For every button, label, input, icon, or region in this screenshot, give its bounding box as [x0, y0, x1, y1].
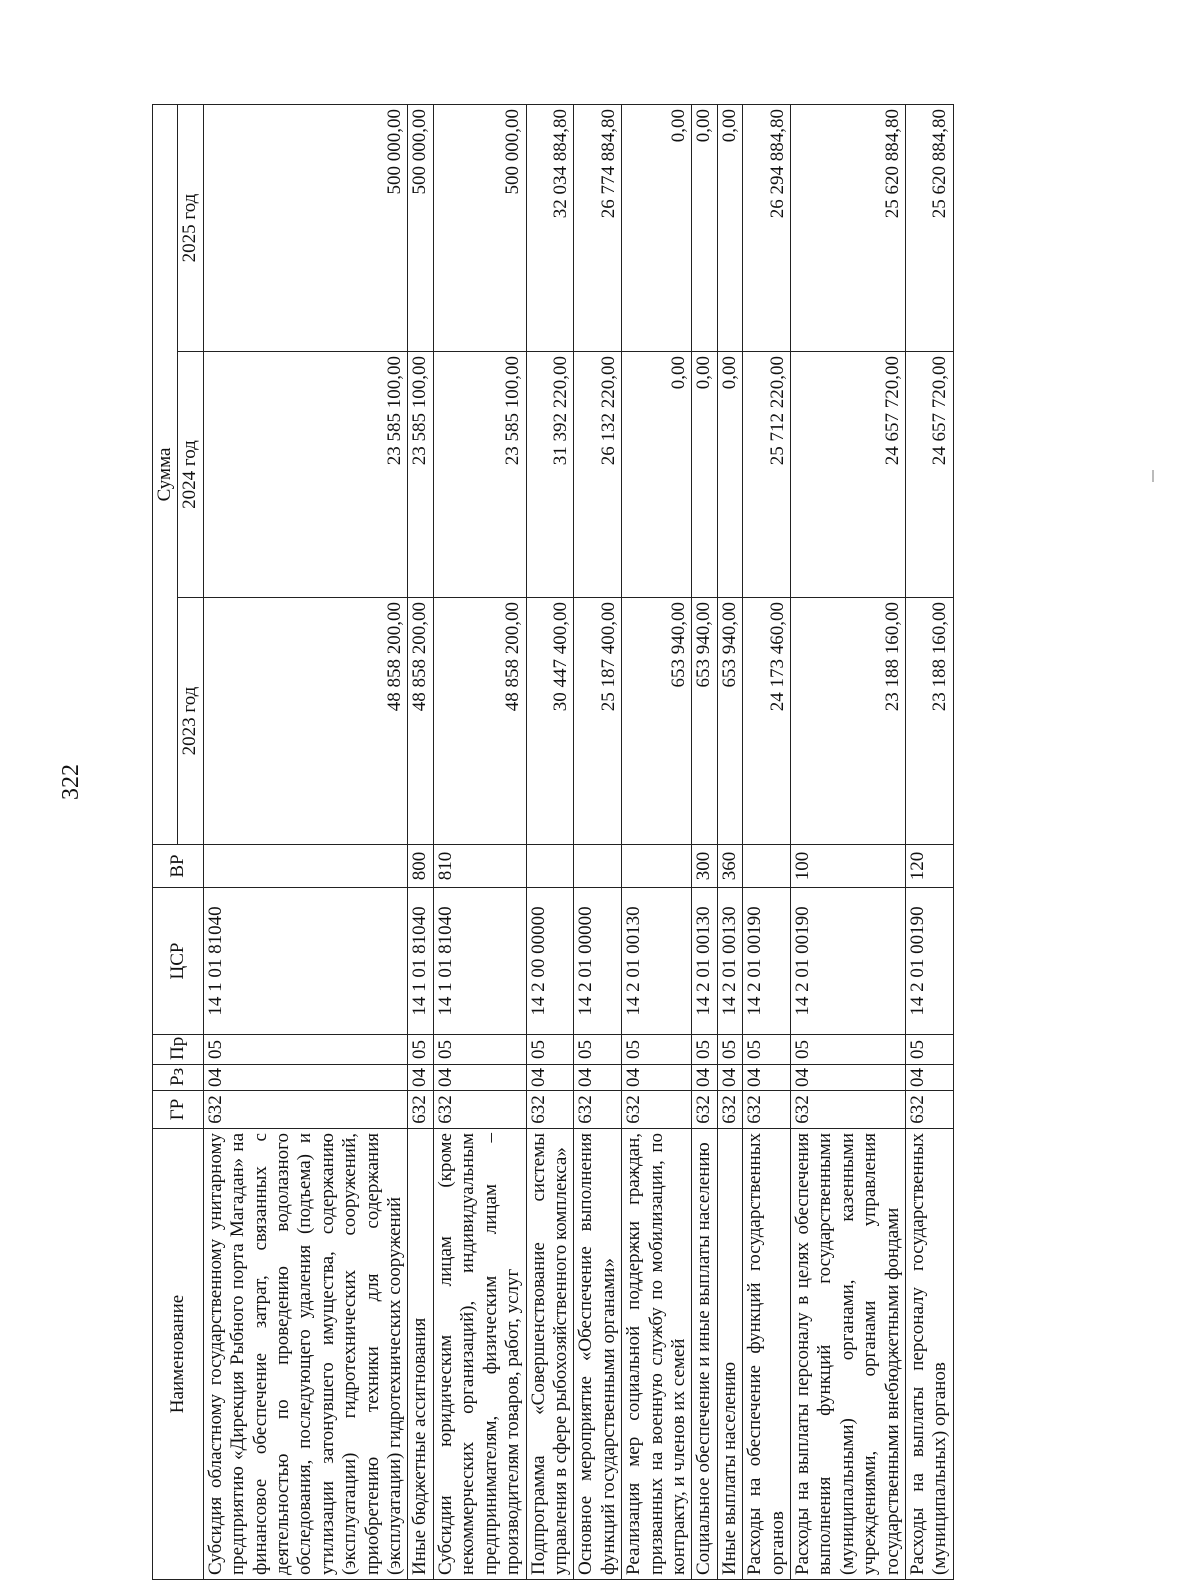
row-value-2023: 653 940,00 — [692, 598, 717, 845]
row-value-2024: 23 585 100,00 — [203, 352, 408, 598]
row-csr: 14 2 01 00130 — [692, 888, 717, 1035]
row-name: Реализация мер социальной поддержки граждан, призванных на военную службу по мобилизации, по контракту, и членов их семей — [622, 1129, 692, 1580]
header-year-2023: 2023 год — [178, 598, 203, 845]
row-value-2024: 24 657 720,00 — [790, 352, 905, 598]
row-csr: 14 2 01 00000 — [574, 888, 622, 1035]
row-pr: 05 — [717, 1035, 742, 1065]
row-name: Иные бюджетные ассигнования — [408, 1129, 433, 1580]
row-gr: 632 — [574, 1091, 622, 1129]
row-pr: 05 — [906, 1035, 954, 1065]
row-value-2023: 24 173 460,00 — [743, 598, 791, 845]
row-value-2025: 500 000,00 — [408, 105, 433, 352]
row-value-2025: 500 000,00 — [203, 105, 408, 352]
row-vr: 360 — [717, 845, 742, 888]
table-row — [622, 105, 692, 1580]
row-rz: 04 — [203, 1065, 408, 1091]
table-body — [203, 105, 953, 1580]
header-year-2025: 2025 год — [178, 105, 203, 352]
row-csr: 14 2 01 00130 — [717, 888, 742, 1035]
row-name: Основное мероприятие «Обеспечение выполнения функций государственными органами» — [574, 1129, 622, 1580]
row-rz: 04 — [433, 1065, 526, 1091]
row-vr — [526, 845, 574, 888]
row-pr: 05 — [622, 1035, 692, 1065]
row-value-2023: 653 940,00 — [717, 598, 742, 845]
row-vr: 800 — [408, 845, 433, 888]
table-row — [433, 105, 526, 1580]
row-value-2024: 25 712 220,00 — [743, 352, 791, 598]
header-gr: ГР — [153, 1091, 204, 1129]
header-name: Наименование — [153, 1129, 204, 1580]
row-pr: 05 — [203, 1035, 408, 1065]
row-gr: 632 — [717, 1091, 742, 1129]
row-value-2024: 0,00 — [692, 352, 717, 598]
header-sum: Сумма — [153, 105, 178, 845]
row-vr: 810 — [433, 845, 526, 888]
row-rz: 04 — [906, 1065, 954, 1091]
scan-mark — [1152, 470, 1154, 482]
row-rz: 04 — [622, 1065, 692, 1091]
row-gr: 632 — [906, 1091, 954, 1129]
header-pr: Пр — [153, 1035, 204, 1065]
row-value-2025: 0,00 — [692, 105, 717, 352]
row-name: Субсидии юридическим лицам (кроме некоммерческих организаций), индивидуальным предпринимателям, физическим лицам – производителям товаров, работ, услуг — [433, 1129, 526, 1580]
row-csr: 14 2 01 00130 — [622, 888, 692, 1035]
row-vr — [743, 845, 791, 888]
row-pr: 05 — [408, 1035, 433, 1065]
row-gr: 632 — [743, 1091, 791, 1129]
row-value-2023: 48 858 200,00 — [408, 598, 433, 845]
row-csr: 14 2 01 00190 — [743, 888, 791, 1035]
header-rz: Рз — [153, 1065, 204, 1091]
row-name: Иные выплаты населению — [717, 1129, 742, 1580]
row-gr: 632 — [203, 1091, 408, 1129]
row-vr — [203, 845, 408, 888]
row-csr: 14 1 01 81040 — [203, 888, 408, 1035]
row-rz: 04 — [574, 1065, 622, 1091]
row-value-2024: 26 132 220,00 — [574, 352, 622, 598]
row-rz: 04 — [717, 1065, 742, 1091]
budget-table — [152, 104, 954, 1580]
row-value-2023: 30 447 400,00 — [526, 598, 574, 845]
row-value-2024: 24 657 720,00 — [906, 352, 954, 598]
row-rz: 04 — [408, 1065, 433, 1091]
page-number: 322 — [58, 764, 84, 800]
row-csr: 14 2 00 00000 — [526, 888, 574, 1035]
table-row — [717, 105, 742, 1580]
table-row — [526, 105, 574, 1580]
table-row — [790, 105, 905, 1580]
row-csr: 14 2 01 00190 — [790, 888, 905, 1035]
row-value-2023: 25 187 400,00 — [574, 598, 622, 845]
row-value-2024: 0,00 — [622, 352, 692, 598]
row-name: Подпрограмма «Совершенствование системы управления в сфере рыбохозяйственного комплекса» — [526, 1129, 574, 1580]
row-vr: 120 — [906, 845, 954, 888]
row-vr — [574, 845, 622, 888]
row-value-2025: 0,00 — [717, 105, 742, 352]
row-name: Расходы на обеспечение функций государственных органов — [743, 1129, 791, 1580]
row-gr: 632 — [433, 1091, 526, 1129]
budget-table-container — [152, 105, 1112, 1580]
row-rz: 04 — [743, 1065, 791, 1091]
row-value-2025: 25 620 884,80 — [906, 105, 954, 352]
row-value-2024: 0,00 — [717, 352, 742, 598]
row-value-2025: 25 620 884,80 — [790, 105, 905, 352]
row-rz: 04 — [526, 1065, 574, 1091]
row-value-2023: 653 940,00 — [622, 598, 692, 845]
row-gr: 632 — [526, 1091, 574, 1129]
row-pr: 05 — [526, 1035, 574, 1065]
row-pr: 05 — [574, 1035, 622, 1065]
row-rz: 04 — [692, 1065, 717, 1091]
table-row — [692, 105, 717, 1580]
row-value-2024: 31 392 220,00 — [526, 352, 574, 598]
row-name: Расходы на выплаты персоналу в целях обеспечения выполнения функций государственными (муниципальными) органами, казенными учреждениями, органами управления государственными внебюджетными фондами — [790, 1129, 905, 1580]
row-gr: 632 — [408, 1091, 433, 1129]
table-row — [906, 105, 954, 1580]
row-gr: 632 — [790, 1091, 905, 1129]
row-name: Субсидия областному государственному унитарному предприятию «Дирекция Рыбного порта Магадан» на финансовое обеспечение затрат, связанных с деятельностью по проведению водолазного обследования, последующего удаления (подъема) и утилизации затонувшего имущества, содержанию (эксплуатации) гидротехнических сооружений, приобретению техники для содержания (эксплуатации) гидротехнических сооружений — [203, 1129, 408, 1580]
row-value-2023: 23 188 160,00 — [906, 598, 954, 845]
header-csr: ЦСР — [153, 888, 204, 1035]
row-vr: 100 — [790, 845, 905, 888]
row-value-2023: 48 858 200,00 — [203, 598, 408, 845]
header-vr: ВР — [153, 845, 204, 888]
row-value-2023: 23 188 160,00 — [790, 598, 905, 845]
row-value-2025: 0,00 — [622, 105, 692, 352]
header-year-2024: 2024 год — [178, 352, 203, 598]
row-name: Расходы на выплаты персоналу государственных (муниципальных) органов — [906, 1129, 954, 1580]
table-row — [408, 105, 433, 1580]
row-vr — [622, 845, 692, 888]
table-row — [574, 105, 622, 1580]
row-value-2025: 26 774 884,80 — [574, 105, 622, 352]
row-value-2025: 26 294 884,80 — [743, 105, 791, 352]
row-csr: 14 2 01 00190 — [906, 888, 954, 1035]
row-value-2024: 23 585 100,00 — [408, 352, 433, 598]
table-header — [153, 105, 204, 1580]
row-value-2024: 23 585 100,00 — [433, 352, 526, 598]
row-csr: 14 1 01 81040 — [433, 888, 526, 1035]
row-pr: 05 — [692, 1035, 717, 1065]
row-rz: 04 — [790, 1065, 905, 1091]
row-vr: 300 — [692, 845, 717, 888]
row-value-2025: 500 000,00 — [433, 105, 526, 352]
row-pr: 05 — [433, 1035, 526, 1065]
row-value-2025: 32 034 884,80 — [526, 105, 574, 352]
row-value-2023: 48 858 200,00 — [433, 598, 526, 845]
row-name: Социальное обеспечение и иные выплаты населению — [692, 1129, 717, 1580]
row-pr: 05 — [790, 1035, 905, 1065]
table-row — [743, 105, 791, 1580]
table-row — [203, 105, 408, 1580]
row-gr: 632 — [692, 1091, 717, 1129]
row-csr: 14 1 01 81040 — [408, 888, 433, 1035]
row-pr: 05 — [743, 1035, 791, 1065]
row-gr: 632 — [622, 1091, 692, 1129]
